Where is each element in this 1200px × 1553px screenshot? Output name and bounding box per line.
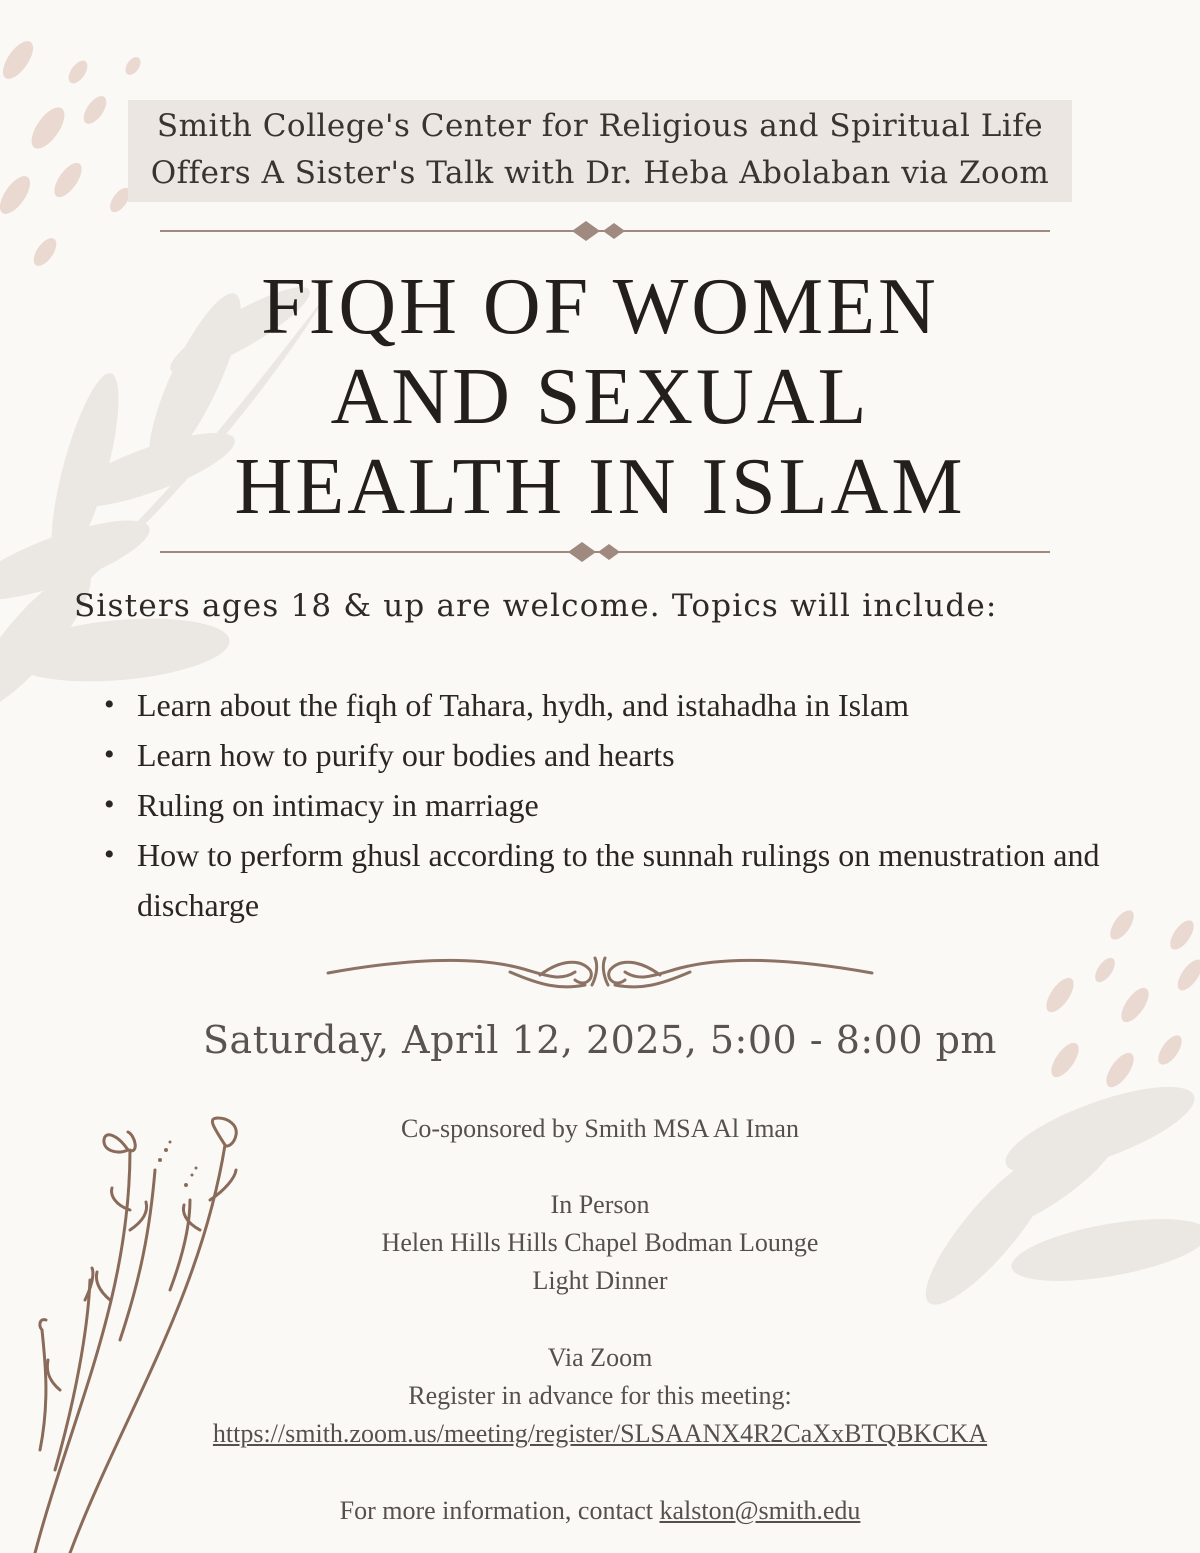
flower-line-art-icon [35,1118,236,1553]
flower-seeds-icon [158,1141,198,1188]
topics-list [100,680,1160,930]
intro-text: Sisters ages 18 & up are welcome. Topics will include: [74,588,998,624]
in-person-location: Helen Hills Hills Chapel Bodman Lounge [381,1228,819,1257]
in-person-heading: In Person [550,1190,650,1219]
zoom-link-container [0,1419,1200,1449]
event-datetime: Saturday, April 12, 2025, 5:00 - 8:00 pm [203,1018,997,1062]
zoom-instructions: Register in advance for this meeting: [408,1381,792,1410]
contact-prefix: For more information, contact [339,1496,660,1525]
header-line-2: Offers A Sister's Talk with Dr. Heba Abolaban via Zoom [150,155,1050,191]
in-person-food: Light Dinner [532,1266,668,1295]
contact-line [0,1496,1200,1526]
title-line-3: HEALTH IN ISLAM [234,443,966,531]
zoom-heading: Via Zoom [547,1343,653,1372]
topic-item: • Learn how to purify our bodies and hearts [100,730,1160,780]
zoom-registration-link[interactable]: https://smith.zoom.us/meeting/register/SLSAANX4R2CaXxBTQBKCKA [212,1419,988,1448]
dots-right-icon [1041,906,1200,1091]
title-line-1: FIQH OF WOMEN [261,263,939,351]
topic-item: • How to perform ghusl according to the sunnah rulings on menustration and discharge [100,830,1160,930]
title-line-2: AND SEXUAL [330,353,870,441]
topic-item: • Learn about the fiqh of Tahara, hydh, and istahadha in Islam [100,680,1160,730]
dots-top-left-icon [0,36,144,269]
divider-middle-icon [160,542,1050,562]
header-line-1: Smith College's Center for Religious and Spiritual Life [156,108,1044,144]
flourish-ornament-icon [328,958,872,987]
topic-item: • Ruling on intimacy in marriage [100,780,1160,830]
cosponsor-text: Co-sponsored by Smith MSA Al Iman [401,1114,799,1143]
contact-email-link[interactable]: kalston@smith.edu [659,1496,861,1525]
divider-top-icon [160,221,1050,241]
